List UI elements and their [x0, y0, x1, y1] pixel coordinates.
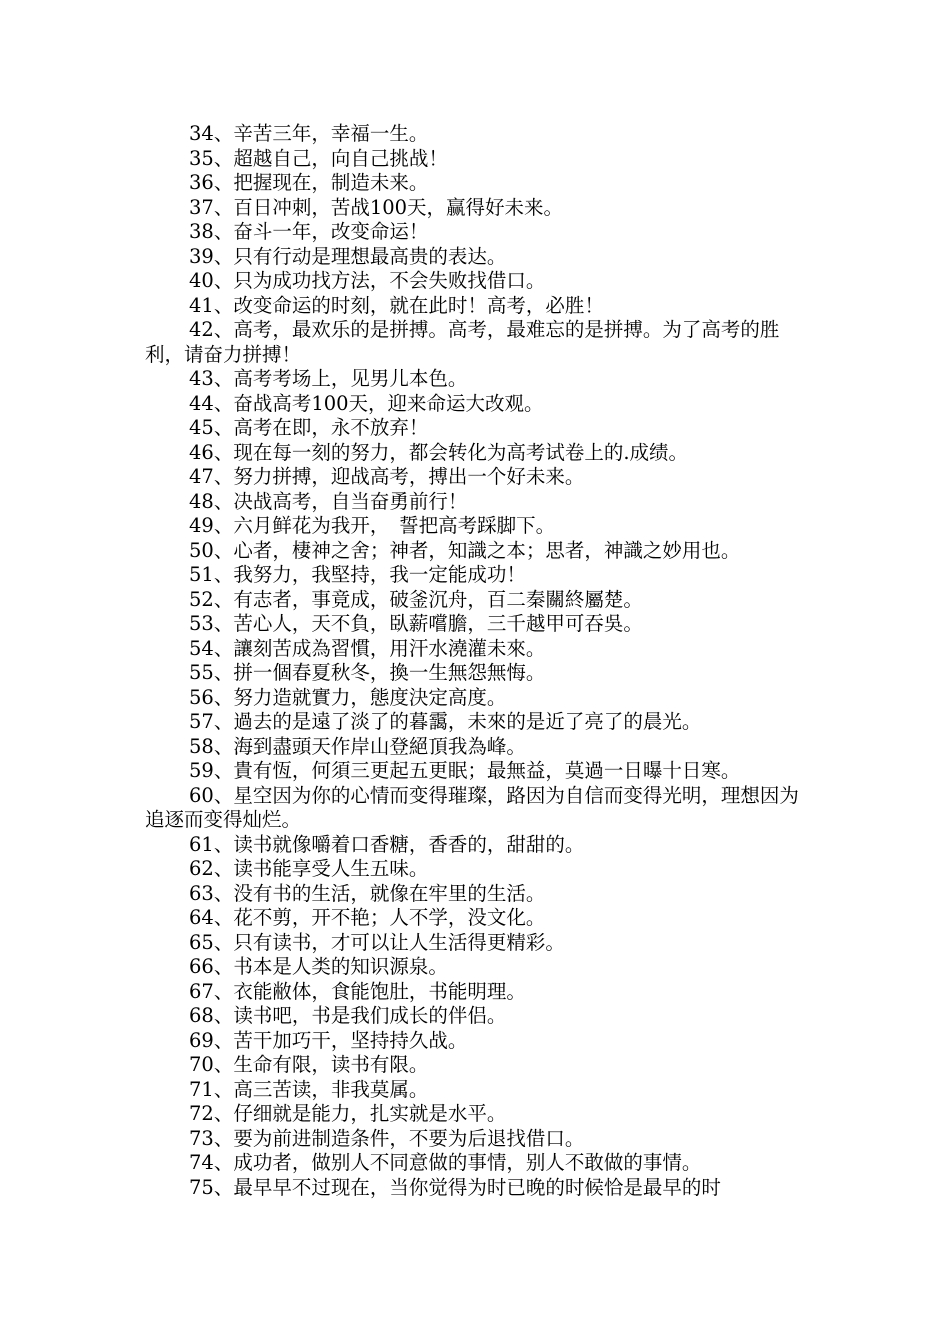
list-item: 58、海到盡頭天作岸山登絕頂我為峰。: [189, 734, 526, 758]
list-item: 71、高三苦读，非我莫属。: [189, 1077, 429, 1101]
list-item: 34、辛苦三年，幸福一生。: [189, 122, 429, 145]
list-item: 60、星空因为你的心情而变得璀璨，路因为自信而变得光明，理想因为追逐而变得灿烂。: [145, 783, 799, 831]
list-item: 67、衣能敝体，食能饱肚，书能明理。: [189, 979, 526, 1003]
list-item: 42、高考，最欢乐的是拼搏。高考，最难忘的是拼搏。为了高考的胜利，请奋力拼搏！: [145, 318, 780, 366]
list-item: 54、讓刻苦成為習慣，用汗水澆灌未來。: [189, 636, 546, 660]
list-item: 61、读书就像嚼着口香糖，香香的，甜甜的。: [189, 832, 585, 856]
list-item: 55、拼一個春夏秋冬，換一生無怨無悔。: [189, 661, 546, 684]
list-item: 70、生命有限，读书有限。: [189, 1053, 429, 1076]
slogan-list: [145, 122, 810, 1200]
list-item: 57、過去的是遠了淡了的暮靄，未來的是近了亮了的晨光。: [189, 710, 702, 733]
list-item: 47、努力拼搏，迎战高考，搏出一个好未来。: [189, 465, 585, 488]
list-item: 44、奋战高考100天，迎来命运大改观。: [189, 391, 544, 415]
list-item: 64、花不剪，开不艳；人不学，没文化。: [189, 906, 546, 929]
list-item: 69、苦干加巧干，坚持持久战。: [189, 1028, 468, 1052]
list-item: 53、苦心人，天不負，臥薪嚐膽，三千越甲可吞吳。: [189, 612, 643, 635]
list-item: 75、最早早不过现在，当你觉得为时已晚的时候恰是最早的时: [189, 1175, 721, 1199]
list-item: 40、只为成功找方法，不会失败找借口。: [189, 269, 546, 292]
list-item: 45、高考在即，永不放弃！: [189, 416, 429, 439]
list-item: 48、决战高考，自当奋勇前行！: [189, 489, 468, 513]
list-item: 43、高考考场上，见男儿本色。: [189, 367, 468, 390]
list-item: 56、努力造就實力，態度決定高度。: [189, 685, 507, 709]
list-item: 66、书本是人类的知识源泉。: [189, 955, 448, 978]
list-item: 52、有志者，事竟成，破釜沉舟，百二秦關終屬楚。: [189, 587, 643, 611]
list-item: 73、要为前进制造条件，不要为后退找借口。: [189, 1126, 585, 1150]
list-item: 72、仔细就是能力，扎实就是水平。: [189, 1102, 507, 1125]
list-item: 39、只有行动是理想最高贵的表达。: [189, 244, 507, 268]
list-item: 50、心者，棲神之舍；神者，知識之本；思者，神識之妙用也。: [189, 538, 741, 562]
list-item: 68、读书吧，书是我们成长的伴侣。: [189, 1004, 507, 1027]
list-item: 38、奋斗一年，改变命运！: [189, 220, 429, 243]
list-item: 41、改变命运的时刻，就在此时！高考，必胜！: [189, 293, 604, 317]
list-item: 35、超越自己，向自己挑战！: [189, 146, 448, 170]
list-item: 63、没有书的生活，就像在牢里的生活。: [189, 881, 546, 905]
list-item: 74、成功者，做别人不同意做的事情，别人不敢做的事情。: [189, 1151, 702, 1174]
list-item: 51、我努力，我堅持，我一定能成功！: [189, 563, 526, 586]
list-item: 49、六月鲜花为我开， 誓把高考踩脚下。: [189, 514, 556, 537]
list-item: 65、只有读书，才可以让人生活得更精彩。: [189, 930, 565, 954]
list-item: 46、现在每一刻的努力，都会转化为高考试卷上的.成绩。: [189, 440, 689, 464]
list-item: 37、百日冲刺，苦战100天，赢得好未来。: [189, 195, 564, 219]
list-item: 62、读书能享受人生五味。: [189, 857, 429, 880]
list-item: 59、貴有恆，何須三更起五更眠；最無益，莫過一日曝十日寒。: [189, 759, 741, 782]
list-item: 36、把握现在，制造未来。: [189, 171, 429, 194]
